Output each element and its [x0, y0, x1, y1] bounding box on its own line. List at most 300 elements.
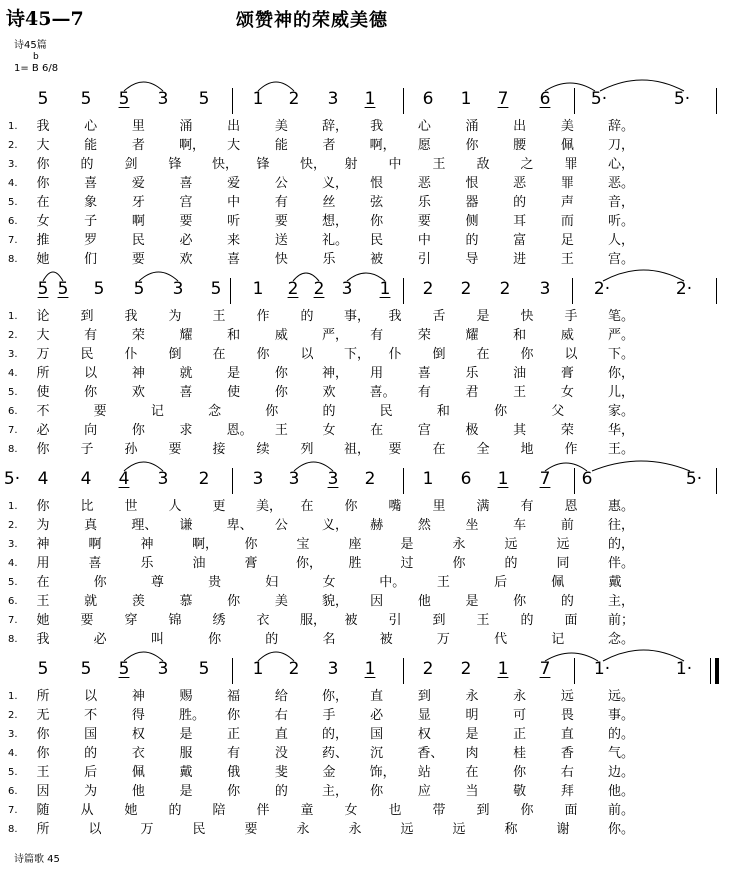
lyric-syllable: 因 — [36, 784, 50, 799]
lyric-syllable: 的 — [274, 784, 288, 799]
lyric-syllable: 续 — [256, 442, 270, 457]
note: 7 — [539, 659, 551, 679]
lyric-syllable: 射 — [344, 157, 358, 172]
lyric-syllable: 永 — [348, 822, 362, 837]
lyric-syllable: 因 — [370, 594, 384, 609]
lyric-syllable: 的 — [84, 746, 98, 761]
lyric-syllable: 能 — [84, 138, 98, 153]
lyric-syllable: 孙 — [124, 442, 138, 457]
lyric-syllable: 弦 — [370, 195, 384, 210]
lyric-syllable: 可 — [513, 708, 527, 723]
lyric-syllable: 音， — [608, 195, 635, 210]
lyric-syllable: 恩 — [564, 499, 578, 514]
lyric-syllable: 你， — [322, 689, 349, 704]
lyric-syllable: 我 — [36, 119, 50, 134]
note: 4 — [118, 469, 130, 489]
lyric-syllable: 神 — [131, 689, 145, 704]
lyric-syllable: 宫 — [179, 195, 193, 210]
lyric-syllable: 理、 — [131, 518, 158, 533]
lyric-syllable: 舌 — [432, 309, 446, 324]
verse-number: 6. — [8, 786, 18, 797]
lyric-syllable: 坐 — [465, 518, 479, 533]
lyric-syllable: 的。 — [608, 727, 635, 742]
note: 1 — [460, 89, 472, 109]
lyric-syllable: 喜 — [179, 385, 193, 400]
lyric-syllable: 给 — [274, 689, 288, 704]
verse-number: 7. — [8, 425, 18, 436]
lyric-syllable: 美 — [274, 119, 288, 134]
lyric-syllable: 佩 — [131, 765, 145, 780]
lyric-syllable: 有 — [370, 328, 384, 343]
lyric-syllable: 王 — [36, 594, 50, 609]
lyric-syllable: 王。 — [608, 442, 635, 457]
lyric-syllable: 女 — [322, 423, 336, 438]
lyric-syllable: 倒 — [432, 347, 446, 362]
lyric-syllable: 事， — [344, 309, 371, 324]
note: 3 — [327, 659, 339, 679]
lyric-syllable: 能 — [274, 138, 288, 153]
lyric-syllable: 公 — [274, 518, 288, 533]
lyric-syllable: 恨 — [370, 176, 384, 191]
lyric-syllable: 要 — [417, 214, 431, 229]
lyric-syllable: 导 — [465, 252, 479, 267]
lyric-syllable: 衣 — [131, 746, 145, 761]
lyric-syllable: 桂 — [513, 746, 527, 761]
note: 1 — [364, 89, 376, 109]
flat-sign: b — [33, 52, 39, 62]
lyric-syllable: 服 — [179, 746, 193, 761]
lyric-syllable: 带 — [432, 803, 446, 818]
lyric-syllable: 论 — [36, 309, 50, 324]
lyric-syllable: 是 — [476, 309, 490, 324]
lyric-syllable: 全 — [476, 442, 490, 457]
lyric-syllable: 必 — [179, 233, 193, 248]
lyric-syllable: 听 — [227, 214, 241, 229]
lyric-syllable: 人， — [608, 233, 635, 248]
lyric-syllable: 赐 — [179, 689, 193, 704]
lyric-syllable: 罗 — [84, 233, 98, 248]
note: 1 — [422, 469, 434, 489]
lyric-syllable: 公 — [274, 176, 288, 191]
lyric-syllable: 下。 — [608, 347, 635, 362]
lyric-syllable: 恶 — [417, 176, 431, 191]
note: 2· — [675, 279, 693, 299]
lyric-syllable: 宝 — [296, 537, 310, 552]
slur — [603, 650, 684, 661]
lyric-syllable: 啊， — [369, 138, 396, 153]
note: 5 — [118, 659, 130, 679]
lyric-syllable: 被 — [344, 613, 358, 628]
note: 6 — [460, 469, 472, 489]
lyric-syllable: 为 — [36, 518, 50, 533]
lyric-syllable: 到 — [432, 613, 446, 628]
note: 2· — [593, 279, 611, 299]
lyric-syllable: 是 — [179, 784, 193, 799]
lyric-syllable: 民 — [192, 822, 206, 837]
lyric-syllable: 美 — [274, 594, 288, 609]
lyric-syllable: 们 — [84, 252, 98, 267]
lyric-syllable: 列 — [300, 442, 314, 457]
lyric-syllable: 以 — [84, 689, 98, 704]
lyric-syllable: 永 — [452, 537, 466, 552]
lyric-syllable: 神 — [140, 537, 154, 552]
lyric-syllable: 所 — [36, 689, 50, 704]
lyric-syllable: 从 — [80, 803, 94, 818]
lyric-syllable: 的 — [504, 556, 518, 571]
lyric-syllable: 慕 — [179, 594, 193, 609]
lyric-syllable: 边。 — [608, 765, 635, 780]
lyric-syllable: 王 — [513, 385, 527, 400]
lyric-syllable: 倒 — [168, 347, 182, 362]
lyric-syllable: 念 — [208, 404, 222, 419]
lyric-syllable: 的 — [300, 309, 314, 324]
lyric-syllable: 里 — [131, 119, 145, 134]
lyric-syllable: 其 — [513, 423, 527, 438]
lyric-syllable: 万 — [436, 632, 450, 647]
lyric-syllable: 权 — [417, 727, 431, 742]
lyric-syllable: 和 — [436, 404, 450, 419]
note: 5 — [93, 279, 105, 299]
lyric-syllable: 听。 — [608, 214, 635, 229]
lyric-syllable: 陪 — [212, 803, 226, 818]
lyric-syllable: 爱 — [131, 176, 145, 191]
note: 2 — [422, 279, 434, 299]
lyric-syllable: 座 — [348, 537, 362, 552]
lyric-syllable: 礼。 — [322, 233, 349, 248]
verse-number: 2. — [8, 520, 18, 531]
note: 2 — [422, 659, 434, 679]
note: 4 — [80, 469, 92, 489]
lyric-syllable: 到 — [476, 803, 490, 818]
lyric-syllable: 以 — [300, 347, 314, 362]
lyric-syllable: 你 — [36, 746, 50, 761]
lyric-syllable: 求 — [179, 423, 193, 438]
slur — [603, 270, 684, 281]
note: 1 — [252, 279, 264, 299]
lyric-syllable: 你 — [36, 727, 50, 742]
lyric-syllable: 作 — [564, 442, 578, 457]
lyric-syllable: 直 — [274, 727, 288, 742]
lyric-syllable: 啊 — [131, 214, 145, 229]
lyric-syllable: 王 — [432, 157, 446, 172]
lyric-syllable: 永 — [465, 689, 479, 704]
lyric-syllable: 叫 — [150, 632, 164, 647]
lyric-syllable: 心 — [417, 119, 431, 134]
note: 2 — [198, 469, 210, 489]
lyric-syllable: 你 — [36, 176, 50, 191]
lyric-syllable: 乐 — [417, 195, 431, 210]
lyric-syllable: 女 — [344, 803, 358, 818]
slur — [293, 273, 319, 281]
lyric-syllable: 直 — [370, 689, 384, 704]
lyric-syllable: 祖， — [344, 442, 371, 457]
lyric-syllable: 笔。 — [608, 309, 635, 324]
lyric-syllable: 为 — [168, 309, 182, 324]
lyric-syllable: 你 — [370, 214, 384, 229]
lyric-syllable: 也 — [388, 803, 402, 818]
lyric-syllable: 在 — [212, 347, 226, 362]
lyric-syllable: 王 — [274, 423, 288, 438]
lyric-syllable: 宫 — [417, 423, 431, 438]
lyric-syllable: 被 — [379, 632, 393, 647]
lyric-syllable: 远 — [556, 537, 570, 552]
lyric-syllable: 她 — [36, 613, 50, 628]
lyric-syllable: 手 — [322, 708, 336, 723]
lyric-syllable: 当 — [465, 784, 479, 799]
lyric-syllable: 恶。 — [608, 176, 635, 191]
lyric-syllable: 香、 — [417, 746, 444, 761]
lyric-syllable: 油 — [192, 556, 206, 571]
lyric-syllable: 推 — [36, 233, 50, 248]
lyric-syllable: 以 — [88, 822, 102, 837]
verse-number: 4. — [8, 748, 18, 759]
lyric-syllable: 严。 — [608, 328, 635, 343]
lyric-syllable: 足 — [560, 233, 574, 248]
lyric-syllable: 者 — [322, 138, 336, 153]
lyric-syllable: 远 — [504, 537, 518, 552]
lyric-syllable: 仆 — [124, 347, 138, 362]
lyric-syllable: 服， — [300, 613, 327, 628]
verse-number: 2. — [8, 140, 18, 151]
lyric-syllable: 以 — [84, 366, 98, 381]
lyric-syllable: 前。 — [608, 803, 635, 818]
lyric-syllable: 正 — [227, 727, 241, 742]
note: 5· — [590, 89, 608, 109]
lyric-syllable: 无 — [36, 708, 50, 723]
slur — [347, 273, 385, 281]
lyric-syllable: 敌 — [476, 157, 490, 172]
key-signature: 1= B 6/8 — [14, 63, 59, 74]
note: 5 — [57, 279, 69, 299]
lyric-syllable: 威 — [560, 328, 574, 343]
slur — [294, 462, 333, 471]
lyric-syllable: 严， — [322, 328, 349, 343]
note: 3 — [157, 89, 169, 109]
slur — [124, 82, 163, 91]
lyric-syllable: 她 — [124, 803, 138, 818]
lyric-syllable: 你 — [513, 765, 527, 780]
lyric-syllable: 绣 — [212, 613, 226, 628]
lyric-syllable: 后 — [494, 575, 508, 590]
lyric-syllable: 伴。 — [608, 556, 635, 571]
note: 4 — [37, 469, 49, 489]
verse-number: 5. — [8, 197, 18, 208]
note: 3 — [341, 279, 353, 299]
lyric-syllable: 气。 — [608, 746, 635, 761]
note: 1 — [252, 659, 264, 679]
note: 3 — [157, 469, 169, 489]
lyric-syllable: 然 — [417, 518, 431, 533]
lyric-syllable: 真 — [84, 518, 98, 533]
lyric-syllable: 荣 — [131, 328, 145, 343]
lyric-syllable: 用 — [370, 366, 384, 381]
lyric-syllable: 面 — [564, 803, 578, 818]
lyric-syllable: 戴 — [179, 765, 193, 780]
lyric-syllable: 膏 — [244, 556, 258, 571]
lyric-syllable: 你， — [296, 556, 323, 571]
lyric-syllable: 必 — [93, 632, 107, 647]
lyric-syllable: 中 — [417, 233, 431, 248]
lyric-syllable: 必 — [36, 423, 50, 438]
lyric-syllable: 他 — [131, 784, 145, 799]
lyric-syllable: 儿， — [608, 385, 635, 400]
lyric-syllable: 送 — [274, 233, 288, 248]
lyric-syllable: 锦 — [168, 613, 182, 628]
verse-number: 6. — [8, 596, 18, 607]
lyric-syllable: 被 — [370, 252, 384, 267]
note: 2 — [313, 279, 325, 299]
footer-label: 诗篇歌 45 — [14, 854, 60, 865]
lyric-syllable: 大 — [227, 138, 241, 153]
lyric-syllable: 永 — [513, 689, 527, 704]
lyric-syllable: 喜 — [84, 176, 98, 191]
lyric-syllable: 你 — [244, 537, 258, 552]
note: 3 — [157, 659, 169, 679]
lyric-syllable: 王 — [560, 252, 574, 267]
lyric-syllable: 喜 — [227, 252, 241, 267]
note: 3 — [327, 469, 339, 489]
lyric-syllable: 涌 — [179, 119, 193, 134]
lyric-syllable: 剑 — [124, 157, 138, 172]
psalm-label: 诗45篇 — [14, 40, 47, 51]
verse-number: 1. — [8, 501, 18, 512]
note: 1 — [497, 469, 509, 489]
lyric-syllable: 想， — [322, 214, 349, 229]
lyric-syllable: 父 — [551, 404, 565, 419]
lyric-syllable: 远 — [400, 822, 414, 837]
lyric-syllable: 的 — [265, 632, 279, 647]
lyric-syllable: 你 — [265, 404, 279, 419]
lyric-syllable: 的 — [560, 594, 574, 609]
lyric-syllable: 心 — [84, 119, 98, 134]
lyric-syllable: 下， — [344, 347, 371, 362]
verse-number: 6. — [8, 216, 18, 227]
lyric-syllable: 福 — [227, 689, 241, 704]
lyric-syllable: 在 — [36, 575, 50, 590]
lyric-syllable: 器 — [465, 195, 479, 210]
lyric-syllable: 你 — [274, 385, 288, 400]
lyric-syllable: 谦 — [179, 518, 193, 533]
lyric-syllable: 愿 — [417, 138, 431, 153]
lyric-syllable: 有 — [227, 746, 241, 761]
lyric-syllable: 记 — [150, 404, 164, 419]
lyric-syllable: 要 — [80, 613, 94, 628]
lyric-syllable: 没 — [274, 746, 288, 761]
lyric-syllable: 谢 — [556, 822, 570, 837]
lyric-syllable: 大 — [36, 138, 50, 153]
verse-number: 3. — [8, 539, 18, 550]
lyric-syllable: 金 — [322, 765, 336, 780]
note: 5· — [3, 469, 21, 489]
note: 1· — [675, 659, 693, 679]
lyric-syllable: 胜。 — [179, 708, 206, 723]
lyric-syllable: 在 — [36, 195, 50, 210]
lyric-syllable: 是 — [400, 537, 414, 552]
lyric-syllable: 乐 — [465, 366, 479, 381]
lyric-syllable: 拜 — [560, 784, 574, 799]
lyric-syllable: 你 — [227, 594, 241, 609]
lyric-syllable: 罪 — [560, 176, 574, 191]
lyric-syllable: 她 — [36, 252, 50, 267]
lyric-syllable: 腰 — [513, 138, 527, 153]
note: 5 — [80, 659, 92, 679]
note: 5 — [210, 279, 222, 299]
lyric-syllable: 妇 — [265, 575, 279, 590]
lyric-syllable: 同 — [556, 556, 570, 571]
lyric-syllable: 在 — [432, 442, 446, 457]
lyric-syllable: 沉 — [370, 746, 384, 761]
lyric-syllable: 声 — [560, 195, 574, 210]
lyric-syllable: 锋 — [168, 157, 182, 172]
lyric-syllable: 穿 — [124, 613, 138, 628]
lyric-syllable: 爱 — [227, 176, 241, 191]
lyric-syllable: 的 — [465, 233, 479, 248]
lyric-syllable: 欢 — [179, 252, 193, 267]
lyric-syllable: 不 — [36, 404, 50, 419]
verse-number: 6. — [8, 406, 18, 417]
lyric-syllable: 民 — [370, 233, 384, 248]
lyric-syllable: 是 — [465, 594, 479, 609]
lyric-syllable: 手 — [564, 309, 578, 324]
lyric-syllable: 到 — [80, 309, 94, 324]
lyric-syllable: 丝 — [322, 195, 336, 210]
lyric-syllable: 恨 — [465, 176, 479, 191]
lyric-syllable: 所 — [36, 822, 50, 837]
verse-number: 7. — [8, 615, 18, 626]
lyric-syllable: 民 — [131, 233, 145, 248]
lyric-syllable: 远 — [452, 822, 466, 837]
lyric-syllable: 美 — [560, 119, 574, 134]
lyric-syllable: 恩。 — [226, 423, 253, 438]
lyric-syllable: 接 — [212, 442, 226, 457]
lyric-syllable: 念。 — [608, 632, 635, 647]
note: 5 — [37, 279, 49, 299]
lyric-syllable: 万 — [140, 822, 154, 837]
note: 2 — [499, 279, 511, 299]
note: 2 — [460, 279, 472, 299]
lyric-syllable: 药、 — [322, 746, 349, 761]
lyric-syllable: 出 — [227, 119, 241, 134]
lyric-syllable: 就 — [84, 594, 98, 609]
lyric-syllable: 你 — [36, 442, 50, 457]
lyric-syllable: 你 — [494, 404, 508, 419]
verse-number: 3. — [8, 729, 18, 740]
lyric-syllable: 过 — [400, 556, 414, 571]
lyric-syllable: 快 — [274, 252, 288, 267]
slur — [592, 461, 690, 471]
verse-number: 1. — [8, 121, 18, 132]
lyric-syllable: 是 — [465, 727, 479, 742]
lyric-syllable: 子 — [80, 442, 94, 457]
lyric-syllable: 辞， — [322, 119, 349, 134]
lyric-syllable: 的 — [80, 157, 94, 172]
lyric-syllable: 荣 — [560, 423, 574, 438]
lyric-syllable: 后 — [84, 765, 98, 780]
lyric-syllable: 宫。 — [608, 252, 635, 267]
verse-number: 3. — [8, 159, 18, 170]
lyric-syllable: 威 — [274, 328, 288, 343]
lyric-syllable: 貌， — [322, 594, 349, 609]
note: 1 — [364, 659, 376, 679]
verse-number: 1. — [8, 311, 18, 322]
lyric-syllable: 主， — [608, 594, 635, 609]
slur — [600, 80, 684, 91]
lyric-syllable: 赫 — [370, 518, 384, 533]
lyric-syllable: 你 — [465, 138, 479, 153]
slur — [545, 463, 587, 471]
verse-number: 2. — [8, 710, 18, 721]
lyric-syllable: 在 — [370, 423, 384, 438]
